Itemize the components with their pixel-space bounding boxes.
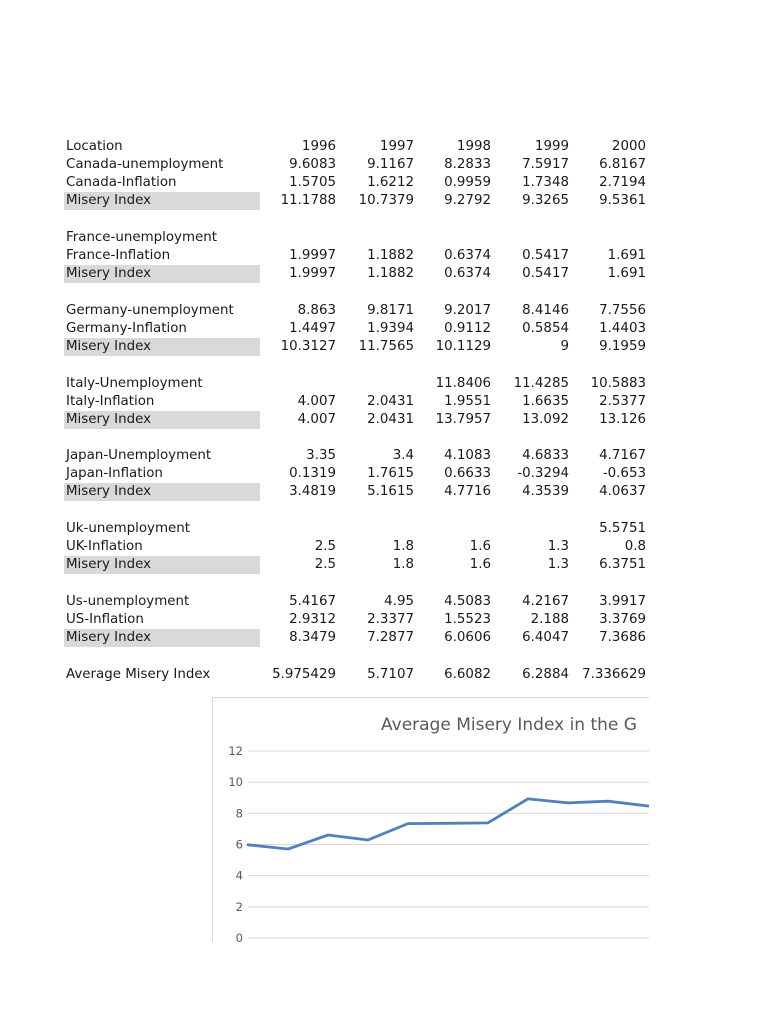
cell: 1.691 [607, 266, 646, 281]
cell: 4.5083 [444, 594, 491, 609]
cell: 9.2017 [444, 303, 491, 318]
cell [493, 520, 569, 538]
cell: 6.4047 [522, 630, 569, 645]
cell: 7.336629 [582, 667, 646, 682]
y-tick-label: 0 [235, 931, 243, 942]
cell: -0.653 [602, 466, 646, 481]
row-label: Misery Index [64, 556, 260, 574]
chart-svg [213, 698, 649, 942]
cell: 9.8171 [367, 303, 414, 318]
y-tick-label: 10 [228, 775, 243, 790]
chart-title: Average Misery Index in the G [381, 715, 637, 735]
row-label: Italy-Inflation [66, 394, 155, 409]
data-point [567, 802, 569, 804]
row-label: Germany-Inflation [66, 321, 187, 336]
data-row [0, 538, 768, 556]
cell: 0.9112 [444, 321, 491, 336]
cell: 0.5417 [522, 248, 569, 263]
misery-index-row [0, 265, 768, 283]
cell: 1.7348 [522, 175, 569, 190]
header-label: Location [66, 139, 123, 154]
cell [338, 375, 414, 393]
cell: 1.4497 [289, 321, 336, 336]
average-row [0, 666, 768, 684]
data-row [0, 465, 768, 483]
row-label: Us-unemployment [66, 594, 190, 609]
cell [260, 229, 336, 247]
cell: 5.5751 [599, 521, 646, 536]
cell [493, 229, 569, 247]
cell: 6.8167 [599, 157, 646, 172]
cell: 6.3751 [599, 557, 646, 572]
cell: 0.6633 [444, 466, 491, 481]
cell: 3.4819 [289, 484, 336, 499]
cell: 6.2884 [522, 667, 569, 682]
header-row [0, 138, 768, 156]
data-row [0, 247, 768, 265]
cell: 1.1882 [367, 266, 414, 281]
row-label: Canada-Inflation [66, 175, 177, 190]
cell: 10.5883 [590, 376, 646, 391]
cell [260, 520, 336, 538]
data-point [247, 844, 249, 846]
cell: 4.1083 [444, 448, 491, 463]
misery-index-row [0, 556, 768, 574]
data-row [0, 393, 768, 411]
year-header: 1996 [301, 139, 336, 154]
cell [338, 520, 414, 538]
row-label: Average Misery Index [66, 667, 211, 682]
row-label: Canada-unemployment [66, 157, 224, 172]
cell: 0.9959 [444, 175, 491, 190]
cell: 2.9312 [289, 612, 336, 627]
year-header: 1997 [379, 139, 414, 154]
data-row [0, 375, 768, 393]
misery-index-row [0, 483, 768, 501]
y-tick-label: 12 [228, 744, 243, 758]
misery-index-chart [212, 697, 649, 942]
cell: 1.8 [392, 539, 414, 554]
year-header: 1998 [456, 139, 491, 154]
cell: 7.3686 [599, 630, 646, 645]
cell: 13.092 [522, 412, 569, 427]
y-tick-label: 4 [235, 868, 243, 883]
row-label: Misery Index [64, 483, 260, 501]
data-row [0, 611, 768, 629]
data-row [0, 447, 768, 465]
data-point [407, 822, 409, 824]
cell: 2.188 [530, 612, 569, 627]
cell: 5.975429 [272, 667, 336, 682]
row-label: France-unemployment [66, 230, 217, 245]
y-tick-label: 8 [235, 806, 243, 821]
year-header: 2000 [611, 139, 646, 154]
data-point [607, 800, 609, 802]
cell: 4.7167 [599, 448, 646, 463]
cell: 4.3539 [522, 484, 569, 499]
misery-index-row [0, 192, 768, 210]
misery-index-row [0, 411, 768, 429]
cell: 11.8406 [435, 376, 491, 391]
year-header: 1999 [534, 139, 569, 154]
cell: 13.126 [599, 412, 646, 427]
data-row [0, 302, 768, 320]
data-row [0, 320, 768, 338]
cell: 1.4403 [599, 321, 646, 336]
data-row [0, 593, 768, 611]
cell: 5.1615 [367, 484, 414, 499]
cell: 2.5377 [599, 394, 646, 409]
cell: 5.7107 [367, 667, 414, 682]
row-label: UK-Inflation [66, 539, 143, 554]
data-point [527, 798, 529, 800]
cell: 1.9394 [367, 321, 414, 336]
data-point [327, 834, 329, 836]
row-label: Misery Index [64, 411, 260, 429]
cell: 1.6635 [522, 394, 569, 409]
cell: 4.7716 [444, 484, 491, 499]
cell [570, 229, 646, 247]
cell: 7.7556 [599, 303, 646, 318]
cell: 0.1319 [289, 466, 336, 481]
cell: 4.0637 [599, 484, 646, 499]
row-label: US-Inflation [66, 612, 144, 627]
cell: 8.4146 [522, 303, 569, 318]
cell: 1.5523 [444, 612, 491, 627]
cell: 8.2833 [444, 157, 491, 172]
data-point [367, 839, 369, 841]
cell [415, 229, 491, 247]
row-label: Italy-Unemployment [66, 376, 203, 391]
row-label: Misery Index [64, 265, 260, 283]
data-point [287, 848, 289, 850]
row-label: France-Inflation [66, 248, 171, 263]
cell: 2.7194 [599, 175, 646, 190]
cell: 4.6833 [522, 448, 569, 463]
cell: 10.3127 [280, 339, 336, 354]
cell [260, 375, 336, 393]
cell: 9.1167 [367, 157, 414, 172]
cell: 8.3479 [289, 630, 336, 645]
cell: 1.5705 [289, 175, 336, 190]
cell: 2.3377 [367, 612, 414, 627]
row-label: Misery Index [64, 192, 260, 210]
data-row [0, 156, 768, 174]
cell: 1.6 [469, 557, 491, 572]
row-label: Japan-Unemployment [66, 448, 212, 463]
cell: 11.1788 [280, 193, 336, 208]
cell: 2.0431 [367, 412, 414, 427]
cell: 10.1129 [435, 339, 491, 354]
row-label: Misery Index [64, 338, 260, 356]
cell [338, 229, 414, 247]
cell: 5.4167 [289, 594, 336, 609]
cell: 6.6082 [444, 667, 491, 682]
cell: 1.691 [607, 248, 646, 263]
row-label: Japan-Inflation [66, 466, 163, 481]
cell [415, 520, 491, 538]
cell: 7.5917 [522, 157, 569, 172]
misery-index-row [0, 338, 768, 356]
cell: 2.5 [314, 557, 336, 572]
cell: 8.863 [297, 303, 336, 318]
cell: 9.3265 [522, 193, 569, 208]
cell: 1.9997 [289, 248, 336, 263]
cell: 1.8 [392, 557, 414, 572]
cell: 2.5 [314, 539, 336, 554]
cell: 0.5854 [522, 321, 569, 336]
misery-index-row [0, 629, 768, 647]
cell: 1.1882 [367, 248, 414, 263]
cell: 1.3 [547, 539, 569, 554]
cell: 7.2877 [367, 630, 414, 645]
cell: 13.7957 [435, 412, 491, 427]
data-point [447, 822, 449, 824]
cell: 0.6374 [444, 248, 491, 263]
cell: 6.0606 [444, 630, 491, 645]
cell: 2.0431 [367, 394, 414, 409]
data-point [487, 822, 489, 824]
cell: 4.95 [384, 594, 414, 609]
cell: 9.2792 [444, 193, 491, 208]
cell: 1.6212 [367, 175, 414, 190]
row-label: Uk-unemployment [66, 521, 191, 536]
data-row [0, 520, 768, 538]
cell: 9 [560, 339, 569, 354]
cell: 9.5361 [599, 193, 646, 208]
cell: 11.7565 [358, 339, 414, 354]
cell: 1.7615 [367, 466, 414, 481]
cell: 1.9551 [444, 394, 491, 409]
cell: 3.9917 [599, 594, 646, 609]
cell: 3.35 [306, 448, 336, 463]
data-row [0, 229, 768, 247]
cell: 0.5417 [522, 266, 569, 281]
cell: 1.6 [469, 539, 491, 554]
cell: 10.7379 [358, 193, 414, 208]
cell: 11.4285 [513, 376, 569, 391]
cell: 1.9997 [289, 266, 336, 281]
cell: -0.3294 [517, 466, 569, 481]
cell: 4.007 [297, 394, 336, 409]
cell: 3.4 [392, 448, 414, 463]
cell: 1.3 [547, 557, 569, 572]
cell: 9.6083 [289, 157, 336, 172]
cell: 0.6374 [444, 266, 491, 281]
data-row [0, 174, 768, 192]
cell: 3.3769 [599, 612, 646, 627]
cell: 4.007 [297, 412, 336, 427]
cell: 9.1959 [599, 339, 646, 354]
row-label: Germany-unemployment [66, 303, 234, 318]
y-tick-label: 2 [235, 899, 243, 914]
cell: 4.2167 [522, 594, 569, 609]
y-tick-label: 6 [235, 837, 243, 852]
cell: 0.8 [624, 539, 646, 554]
row-label: Misery Index [64, 629, 260, 647]
